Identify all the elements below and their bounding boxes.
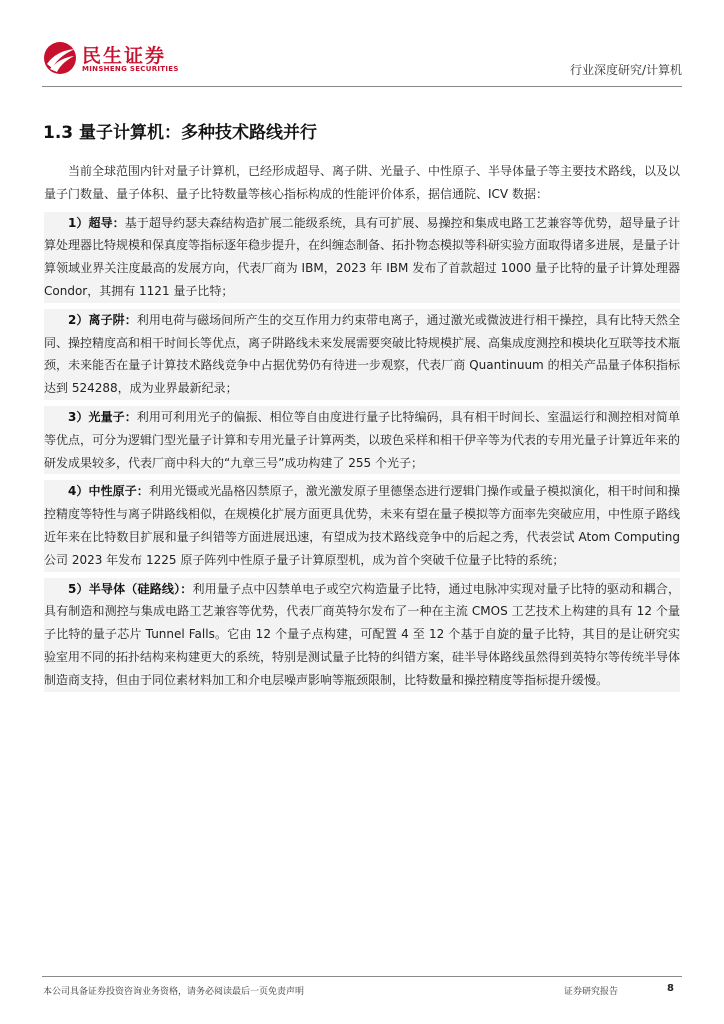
paragraph-lead: 3）光量子： [68,409,137,424]
section-title: 1.3 量子计算机：多种技术路线并行 [43,123,318,143]
logo-text-cn: 民生证券 [82,45,167,67]
footer-report-type: 证券研究报告 [564,987,619,997]
logo-text-en: MINSHENG SECURITIES [82,65,179,73]
paragraph-lead: 1）超导： [68,215,125,230]
page-number: 8 [667,983,674,994]
footer-divider [42,976,682,977]
header-divider [42,86,682,87]
paragraph-lead: 2）离子阱： [68,312,137,327]
report-category: 行业深度研究/计算机 [569,63,682,77]
paragraph-lead: 5）半导体（硅路线）： [68,581,193,596]
paragraph-ion-trap: 2）离子阱：利用电荷与磁场间所产生的交互作用力约束带电离子，通过激光或微波进行相干操控，具有比特天然全同、操控精度高和相干时间长等优点，离子阱路线未来发展需要突破比特规模扩展、高集成度测控和模块化互联等技术瓶颈，未来能否在量子计算技术路线竞争中占据优势仍有待进一步观察，代表厂商 Quantinuum 的相关产品量子体积指标达到 524288，成为业界最新纪录； [44,309,680,400]
body-text [44,160,680,698]
paragraph-photonic: 3）光量子：利用可利用光子的偏振、相位等自由度进行量子比特编码，具有相干时间长、室温运行和测控相对简单等优点，可分为逻辑门型光量子计算和专用光量子计算两类，以玻色采样和相干伊辛等为代表的专用光量子计算近年来的研发成果较多，代表厂商中科大的“九章三号”成功构建了 255 个光子； [44,406,680,474]
intro-paragraph: 当前全球范围内针对量子计算机，已经形成超导、离子阱、光量子、中性原子、半导体量子等主要技术路线，以及以量子门数量、量子体积、量子比特数量等核心指标构成的性能评价体系，据信通院、ICV 数据： [44,164,681,201]
paragraph-semiconductor: 5）半导体（硅路线）：利用量子点中囚禁单电子或空穴构造量子比特，通过电脉冲实现对量子比特的驱动和耦合，具有制造和测控与集成电路工艺兼容等优势，代表厂商英特尔发布了一种在主流 CMOS 工艺技术上构建的具有 12 个量子比特的量子芯片 Tunnel Falls。它由 12 个量子点构建，可配置 4 至 12 个基于自旋的量子比特，其目的是让研究实验室用不同的拓扑结构来构建更大的系统，特别是测试量子比特的纠错方案，硅半导体路线虽然得到英特尔等传统半导体制造商支持，但由于同位素材料加工和介电层噪声影响等瓶颈限制，比特数量和操控精度等指标提升缓慢。 [44,578,680,692]
footer-disclaimer: 本公司具备证券投资咨询业务资格，请务必阅读最后一页免责声明 [43,987,305,997]
paragraph-superconducting: 1）超导：基于超导约瑟夫森结构造扩展二能级系统，具有可扩展、易操控和集成电路工艺兼容等优势，超导量子计算处理器比特规模和保真度等指标逐年稳步提升，在纠缠态制备、拓扑物态模拟等科研实验方面取得诸多进展，是量子计算领域业界关注度最高的发展方向，代表厂商为 IBM，2023 年 IBM 发布了首款超过 1000 量子比特的量子计算处理器 Condor，其拥有 1121 量子比特； [44,212,680,303]
minsheng-logo [42,40,179,76]
paragraph-neutral-atom: 4）中性原子：利用光镊或光晶格囚禁原子，激光激发原子里德堡态进行逻辑门操作或量子模拟演化，相干时间和操控精度等特性与离子阱路线相似，在规模化扩展方面更具优势，未来有望在量子模拟等方面率先突破应用，中性原子路线近年来在比特数目扩展和量子纠错等方面进展迅速，有望成为技术路线竞争中的后起之秀，代表尝试 Atom Computing 公司 2023 年发布 1225 原子阵列中性原子量子计算原型机，成为首个突破千位量子比特的系统； [44,480,680,571]
paragraph-lead: 4）中性原子： [68,484,149,499]
page-header [0,0,724,92]
minsheng-swoosh-icon [42,40,78,76]
